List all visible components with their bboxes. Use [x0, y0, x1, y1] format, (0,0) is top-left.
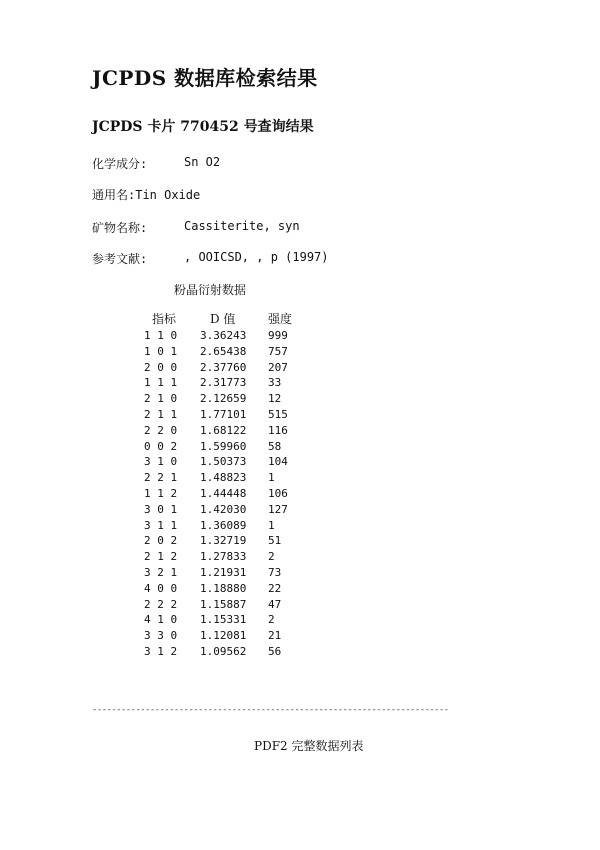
table-row	[144, 391, 308, 407]
row-intensity: 56	[268, 644, 282, 658]
row-d-value: 2.37760	[200, 360, 247, 374]
row-d-value: 1.18880	[200, 581, 247, 595]
divider-line: --------------------------------------------------------------------------	[92, 705, 449, 715]
row-d-value: 1.27833	[200, 550, 247, 564]
reference-value: , OOICSD, , p (1997)	[184, 250, 329, 264]
powder-section-title: 粉晶衍射数据	[174, 283, 247, 297]
row-d-value: 1.42030	[200, 502, 247, 516]
composition-value: Sn O2	[184, 155, 221, 169]
row-d-value: 2.65438	[200, 344, 247, 358]
row-index: 2 1 2	[144, 550, 178, 564]
row-index: 3 2 1	[144, 565, 178, 579]
row-d-value: 1.77101	[200, 407, 247, 421]
reference-label: 参考文献:	[92, 252, 148, 266]
row-intensity: 116	[268, 423, 288, 437]
row-d-value: 1.68122	[200, 423, 247, 437]
table-row	[144, 407, 308, 423]
table-row	[144, 423, 308, 439]
row-d-value: 2.31773	[200, 376, 247, 390]
table-row	[144, 454, 308, 470]
row-d-value: 1.50373	[200, 455, 247, 469]
row-index: 2 2 2	[144, 597, 178, 611]
row-d-value: 1.21931	[200, 565, 247, 579]
header-intensity: 强度	[268, 312, 293, 326]
table-row	[144, 549, 308, 565]
table-body	[144, 328, 308, 660]
row-intensity: 12	[268, 392, 282, 406]
row-d-value: 1.48823	[200, 471, 247, 485]
row-d-value: 3.36243	[200, 329, 247, 342]
table-row	[144, 533, 308, 549]
table-row	[144, 628, 308, 644]
row-intensity: 757	[268, 344, 288, 358]
common-name-label: 通用名:	[92, 188, 136, 202]
row-d-value: 1.15887	[200, 597, 247, 611]
table-row	[144, 360, 308, 376]
table-row	[144, 581, 308, 597]
row-index: 3 3 0	[144, 629, 178, 643]
row-index: 0 0 2	[144, 439, 178, 453]
table-row	[144, 644, 308, 660]
page-title: JCPDS 数据库检索结果	[92, 66, 318, 90]
row-intensity: 2	[268, 613, 275, 627]
composition-label: 化学成分:	[92, 157, 148, 171]
row-index: 1 1 1	[144, 376, 178, 390]
table-row	[144, 518, 308, 534]
field-mineral-name	[92, 219, 300, 236]
row-d-value: 1.15331	[200, 613, 247, 627]
row-intensity: 1	[268, 518, 275, 532]
row-index: 1 1 0	[144, 329, 178, 342]
row-index: 2 2 1	[144, 471, 178, 485]
row-d-value: 2.12659	[200, 392, 247, 406]
row-intensity: 104	[268, 455, 288, 469]
row-index: 2 0 0	[144, 360, 178, 374]
field-common-name	[92, 186, 200, 203]
header-index: 指标	[152, 312, 177, 326]
row-intensity: 1	[268, 471, 275, 485]
row-index: 4 0 0	[144, 581, 178, 595]
table-row	[144, 439, 308, 455]
mineral-name-value: Cassiterite, syn	[184, 219, 300, 233]
row-intensity: 21	[268, 629, 282, 643]
row-index: 1 0 1	[144, 344, 178, 358]
mineral-name-label: 矿物名称:	[92, 221, 148, 235]
row-d-value: 1.32719	[200, 534, 247, 548]
row-intensity: 515	[268, 407, 288, 421]
row-index: 1 1 2	[144, 486, 178, 500]
row-d-value: 1.09562	[200, 644, 247, 658]
row-intensity: 33	[268, 376, 282, 390]
table-row	[144, 375, 308, 391]
table-row	[144, 486, 308, 502]
row-intensity: 2	[268, 550, 275, 564]
card-subtitle: JCPDS 卡片 770452 号查询结果	[92, 119, 314, 135]
row-index: 2 1 1	[144, 407, 178, 421]
table-row	[144, 565, 308, 581]
table-header	[144, 312, 308, 328]
row-d-value: 1.12081	[200, 629, 247, 643]
common-name-value: Tin Oxide	[135, 188, 201, 202]
row-intensity: 127	[268, 502, 288, 516]
row-intensity: 51	[268, 534, 282, 548]
table-row	[144, 612, 308, 628]
row-intensity: 106	[268, 486, 288, 500]
row-intensity: 22	[268, 581, 282, 595]
diffraction-table	[144, 312, 308, 660]
table-row	[144, 344, 308, 360]
row-index: 3 1 1	[144, 518, 178, 532]
row-index: 3 1 2	[144, 644, 178, 658]
row-d-value: 1.44448	[200, 486, 247, 500]
row-d-value: 1.36089	[200, 518, 247, 532]
row-index: 2 2 0	[144, 423, 178, 437]
row-intensity: 58	[268, 439, 282, 453]
table-row	[144, 502, 308, 518]
table-row	[144, 328, 308, 344]
row-index: 2 1 0	[144, 392, 178, 406]
field-composition	[92, 155, 221, 172]
row-index: 4 1 0	[144, 613, 178, 627]
field-reference	[92, 250, 329, 267]
table-row	[144, 470, 308, 486]
table-row	[144, 597, 308, 613]
footer-title: PDF2 完整数据列表	[254, 739, 364, 753]
row-index: 2 0 2	[144, 534, 178, 548]
row-intensity: 47	[268, 597, 282, 611]
row-intensity: 207	[268, 360, 288, 374]
header-d-value: D 值	[210, 312, 236, 326]
row-index: 3 0 1	[144, 502, 178, 516]
row-index: 3 1 0	[144, 455, 178, 469]
row-d-value: 1.59960	[200, 439, 247, 453]
row-intensity: 73	[268, 565, 282, 579]
row-intensity: 999	[268, 329, 288, 342]
